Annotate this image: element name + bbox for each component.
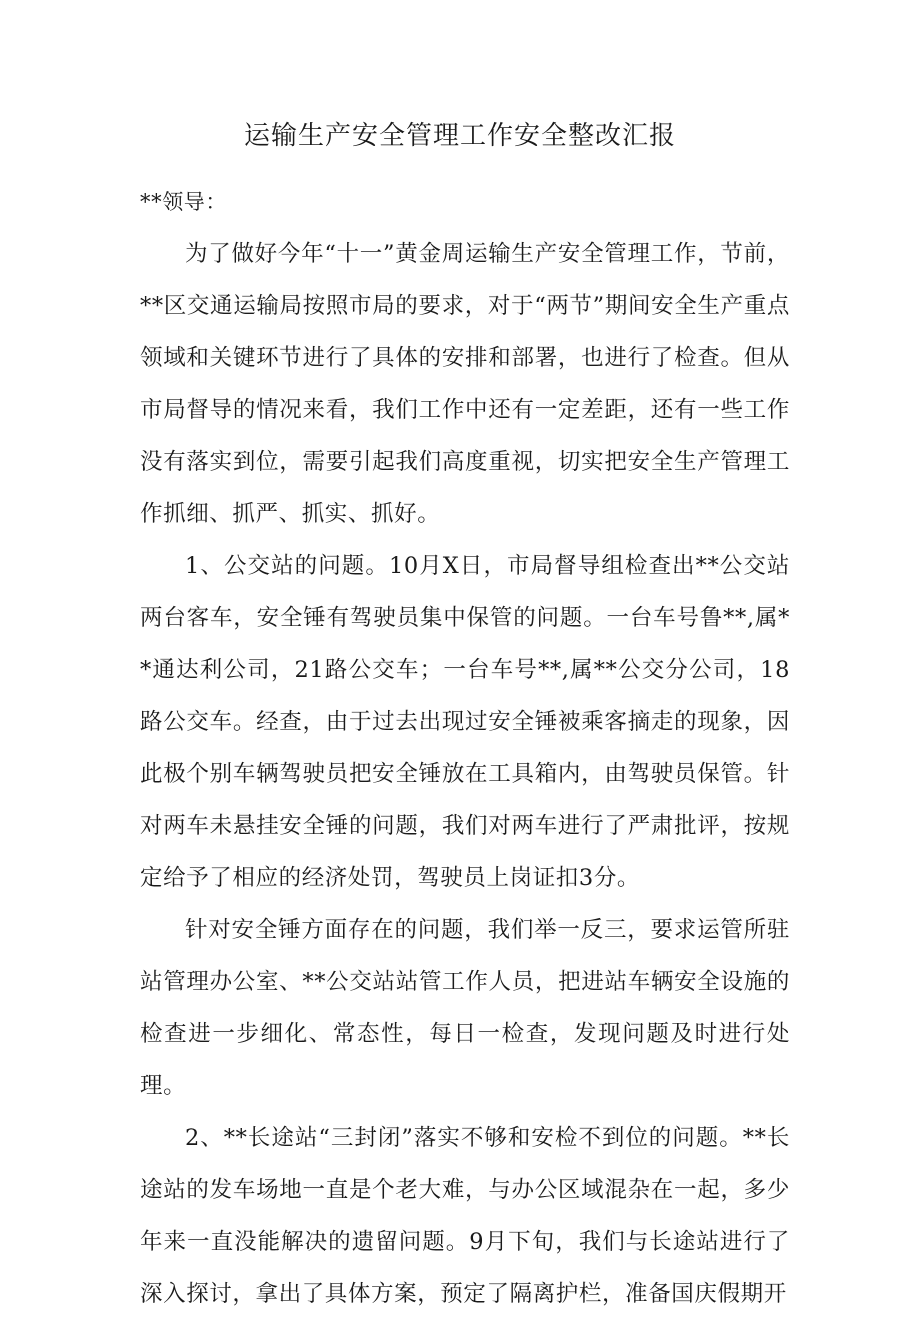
document-title: 运输生产安全管理工作安全整改汇报 (243, 121, 676, 151)
paragraph-safety-hammer-measures: 针对安全锤方面存在的问题，我们举一反三，要求运管所驻站管理办公室、**公交站站管工作人员，把进站车辆安全设施的检查进一步细化、常态性，每日一检查，发现问题及时进行处理。 (140, 917, 790, 1099)
paragraph-long-distance-station-issue: 2、**长途站“三封闭”落实不够和安检不到位的问题。**长途站的发车场地一直是个老大难，与办公区域混杂在一起，多少年来一直没能解决的遗留问题。9月下旬，我们与长途站进行了深入探讨，拿出了具体方案，预定了隔离护栏，准备国庆假期开 (140, 1125, 790, 1307)
document-body (140, 176, 790, 1320)
salutation: **领导： (140, 190, 227, 214)
paragraph-intro: 为了做好今年“十一”黄金周运输生产安全管理工作，节前，**区交通运输局按照市局的要求，对于“两节”期间安全生产重点领域和关键环节进行了具体的安排和部署，也进行了检查。但从市局督导的情况来看，我们工作中还有一定差距，还有一些工作没有落实到位，需要引起我们高度重视，切实把安全生产管理工作抓细、抓严、抓实、抓好。 (140, 241, 790, 527)
paragraph-bus-station-issue: 1、公交站的问题。10月X日，市局督导组检查出**公交站两台客车，安全锤有驾驶员集中保管的问题。一台车号鲁**,属**通达利公司，21路公交车；一台车号**,属**公交分公司，18路公交车。经查，由于过去出现过安全锤被乘客摘走的现象，因此极个别车辆驾驶员把安全锤放在工具箱内，由驾驶员保管。针对两车未悬挂安全锤的问题，我们对两车进行了严肃批评，按规定给予了相应的经济处罚，驾驶员上岗证扣3分。 (140, 553, 790, 891)
